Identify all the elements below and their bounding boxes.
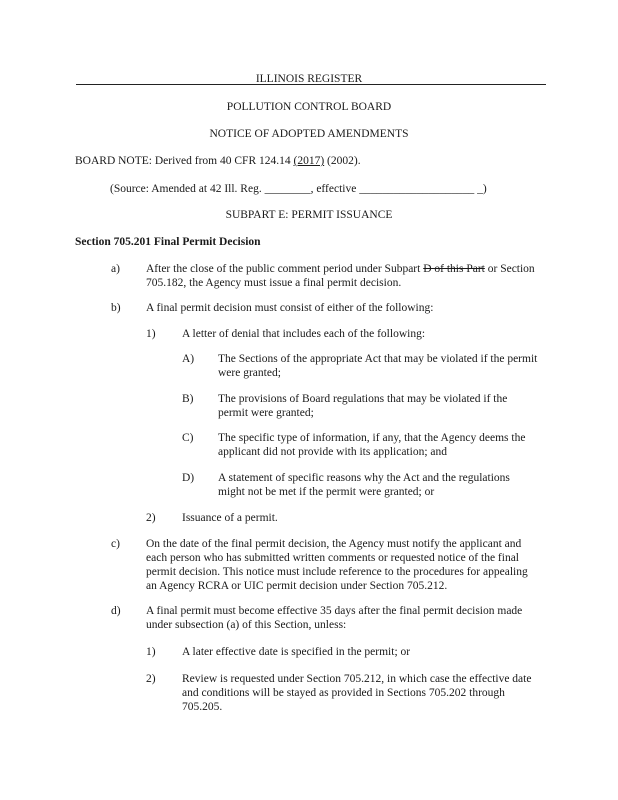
b-item2-label: 2) (146, 512, 156, 524)
b1-C-text: The specific type of information, if any, that the Agency deems the applicant did not provide with its application; and (218, 432, 526, 458)
d-item1-label: 1) (146, 646, 156, 658)
subsection-b-text: A final permit decision must consist of either of the following: (146, 302, 434, 314)
subsection-c-label: c) (111, 538, 120, 550)
subsection-c-text: On the date of the final permit decision, the Agency must notify the applicant and each person who has submitted written comments or requested notice of the final permit decision. This notice must include reference to the procedures for appealing an Agency RCRA or UIC permit decision under Section 705.212. (146, 538, 528, 592)
b1-C-label: C) (182, 432, 194, 444)
board-note-added: (2017) (293, 155, 325, 167)
b-item1-label: 1) (146, 328, 156, 340)
board-note: BOARD NOTE: Derived from 40 CFR 124.14 (2017) (2002). (75, 155, 361, 167)
b1-A-label: A) (182, 353, 195, 365)
subsection-d-text: A final permit must become effective 35 days after the final permit decision made under subsection (a) of this Section, unless: (146, 605, 523, 631)
b1-A-text: The Sections of the appropriate Act that may be violated if the permit were granted; (218, 353, 538, 379)
b-item2-text: Issuance of a permit. (182, 512, 278, 524)
subsection-a-label: a) (111, 263, 120, 275)
subsection-d-label: d) (111, 605, 121, 617)
section-title: Section 705.201 Final Permit Decision (75, 236, 261, 248)
struck-text: D of this Part (423, 263, 485, 275)
subsection-b-label: b) (111, 302, 121, 314)
d-item1-text: A later effective date is specified in the permit; or (182, 646, 411, 658)
notice-title: NOTICE OF ADOPTED AMENDMENTS (209, 128, 409, 140)
b1-D-label: D) (182, 472, 195, 484)
b1-B-text: The provisions of Board regulations that may be violated if the permit were granted; (218, 393, 508, 419)
subpart-title: SUBPART E: PERMIT ISSUANCE (225, 209, 393, 221)
source-line: (Source: Amended at 42 Ill. Reg. ________, effective ____________________ _) (110, 183, 487, 195)
register-title: ILLINOIS REGISTER (255, 73, 363, 85)
b-item1-text: A letter of denial that includes each of the following: (182, 328, 426, 340)
header-rule (76, 84, 546, 85)
b1-D-text: A statement of specific reasons why the Act and the regulations might not be met if the permit were granted; or (218, 472, 510, 498)
d-item2-text: Review is requested under Section 705.212, in which case the effective date and conditions will be stayed as provided in Sections 705.202 through 705.205. (182, 673, 532, 713)
b1-B-label: B) (182, 393, 194, 405)
subsection-a-text: After the close of the public comment period under Subpart D of this Part or Section 705.182, the Agency must issue a final permit decision. (146, 263, 535, 289)
d-item2-label: 2) (146, 673, 156, 685)
board-title: POLLUTION CONTROL BOARD (226, 101, 392, 113)
